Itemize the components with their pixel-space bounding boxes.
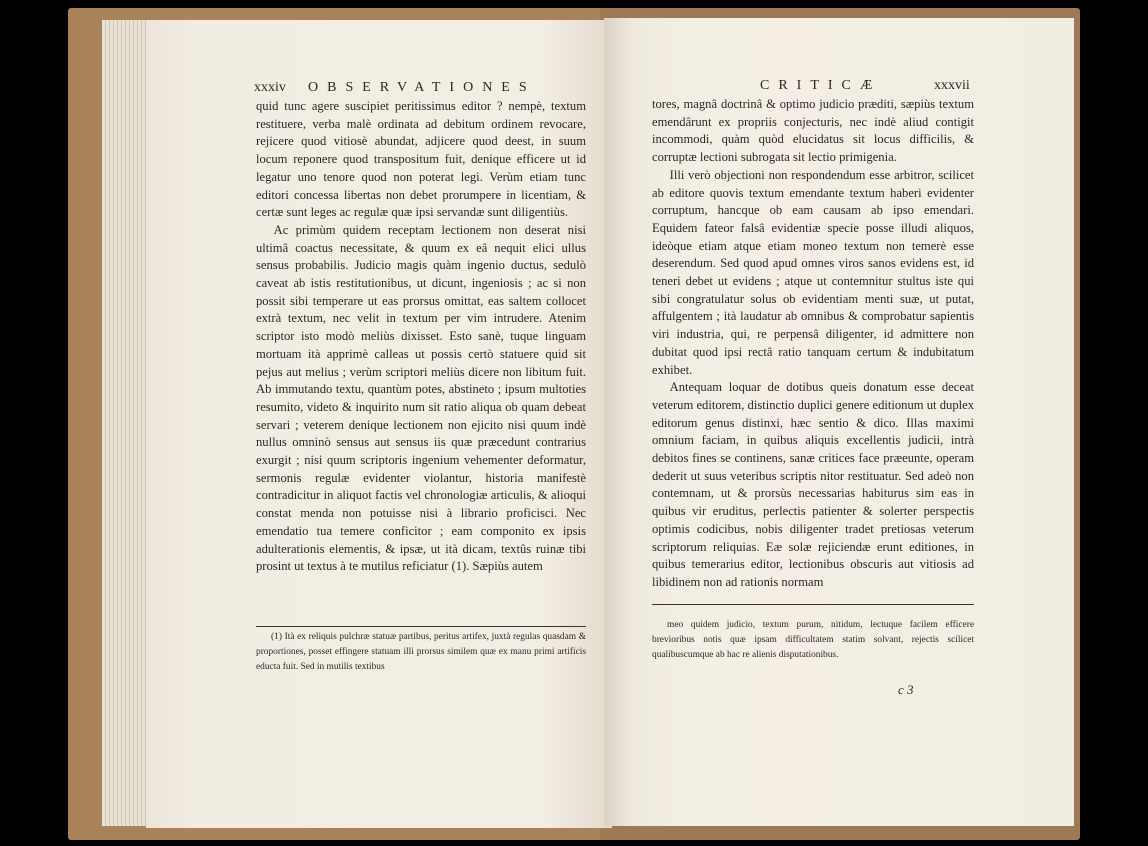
paragraph: Ac primùm quidem receptam lectionem non deserat nisi ultimâ coactus necessitate, & quum ex eâ nequit elici ullus sensus probabilis. Judicio magis quàm ingenio ductus, sedulò caveat ab istis restitutionibus, ut dicunt, ingeniosis ; ac si non possit sibi temperare ut eas prorsus omittat, eas saltem collocet extrà textum, nec velit in textum per vim intrudere. Atenim scriptor isto modò meliùs dixisset. Esto sanè, tuque linguam mortuam ità apprimè calleas ut possis certò statuere quid sit pejus aut melius ; verùm scriptori meliùs dicere non libitum fuit. Ab immutando textu, quantùm potes, abstineto ; ipsum multoties resumito, videto & inquirito num sit ratio aliqua ob quam debeat servari ; veterem denique lectionem non ejicito nisi quum indè nullus omninò sensus aut sensus iis quæ præcedunt contrarius exurgit ; nisi quum scriptoris ingenium vehementer deformatur, sermonis regulæ evidenter violantur, historia manifestè contradicitur in aliquot factis vel chronologiæ articulis, & alioqui constat menda non potuisse nisi à librario proficisci. Nec emendatio tua temere conficitor ; eam componito ex ipsis adulterationis elementis, & ipsæ, ut ità dicam, textûs ruinæ tibi prosint ut textus à te mutilus reficiatur (1). Sæpiùs autem — [256, 222, 586, 574]
paragraph: Antequam loquar de dotibus queis donatum esse deceat veterum editorem, distinctio duplici genere editionum ut duplex editorum genus distinxi, hæc sentio & dico. Illas maximi omnium faciam, in quibus aliquis excellentis judicii, intrà debitos fines se continens, sanæ critices face præeunte, operam dederit ut suus veteribus scriptis nitor restituatur. Sed adeò non contemnam, ut & prorsùs necessarias habiturus sim eas in quibus vir eruditus, perlectis patienter & solerter perspectis optimis codicibus, nobis diligenter tradet pretiosas veterum scriptorum reliquias. Eæ solæ rejiciendæ erunt editiones, in quibus temerarius editor, lectionibus obscuris aut vitiosis ad libidinem non ad rationis normam — [652, 380, 974, 589]
left-body-text — [256, 98, 586, 576]
footnote-rule — [652, 604, 974, 605]
signature-mark: c 3 — [898, 682, 914, 697]
left-running-head: OBSERVATIONES — [308, 80, 536, 95]
right-page — [604, 18, 1074, 826]
right-page-number: xxxvii — [934, 78, 970, 93]
left-footnote — [256, 630, 586, 675]
page-edges — [102, 20, 152, 826]
paragraph: Illi verò objectioni non respondendum esse arbitror, scilicet ab editore quovis textum emendante textum haberi evidenter corruptum, hancque ob eam causam ab ipso emendari. Equidem fateor falsâ evidentiæ specie posse illudi aliquos, ideòque etiam atque etiam moneo textum non temerè esse deserendum. Sed quod apud omnes viros sanos evidens est, id teneri debet ut evidens ; atque ut contemnitur stultus iste qui sibi congratulatur solus ob evidentiam menti suæ, ut putat, affulgentem ; ità laudatur ab omnibus & comprobatur sapientis viri industria, qui, re perpensâ diligenter, id admittere non dubitat quod ipsi rectâ ratio tanquam certum & indubitatum exhibet. — [652, 167, 974, 377]
right-running-head: CRITICÆ — [760, 78, 882, 93]
right-body-text — [652, 96, 974, 592]
right-footnote — [652, 618, 974, 663]
paragraph: tores, magnâ doctrinâ & optimo judicio præditi, sæpiùs textum emendârunt ex propriis conjecturis, nec indè aliud contigit incommodi, quàm quòd elucidatus sit locus difficilis, & corruptæ lectioni subrogata sit lectio primigenia. — [652, 97, 974, 165]
left-page — [146, 20, 612, 828]
footnote-rule — [256, 626, 586, 627]
paragraph: quid tunc agere suscipiet peritissimus editor ? nempè, textum restituere, verba malè ordinata ad debitum ordinem revocare, rejicere quod vitiosè abundat, adjicere quod deest, in suum locum reponere quod transpositum fuit, denique efficere ut id legatur uno tenore quod non poterat legi. Verùm etiam tunc editori concessa libertas non debet prorumpere in licentiam, & certæ sunt leges ac regulæ quæ ipsi servandæ sunt diligentiùs. — [256, 99, 586, 220]
footnote-text: meo quidem judicio, textum purum, nitidum, lectuque facilem efficere brevioribus notis quæ ipsam difficultatem statim solvant, rejectis scilicet qualibuscumque ab hac re alienis disputationibus. — [652, 620, 974, 660]
left-page-number: xxxiv — [254, 80, 286, 95]
footnote-text: (1) Ità ex reliquis pulchræ statuæ partibus, peritus artifex, juxtà regulas quasdam & proportiones, posset effingere statuam illi prorsus similem quæ ex manu primi artificis educta fuit. Sed in mutilis textibus — [256, 632, 586, 672]
